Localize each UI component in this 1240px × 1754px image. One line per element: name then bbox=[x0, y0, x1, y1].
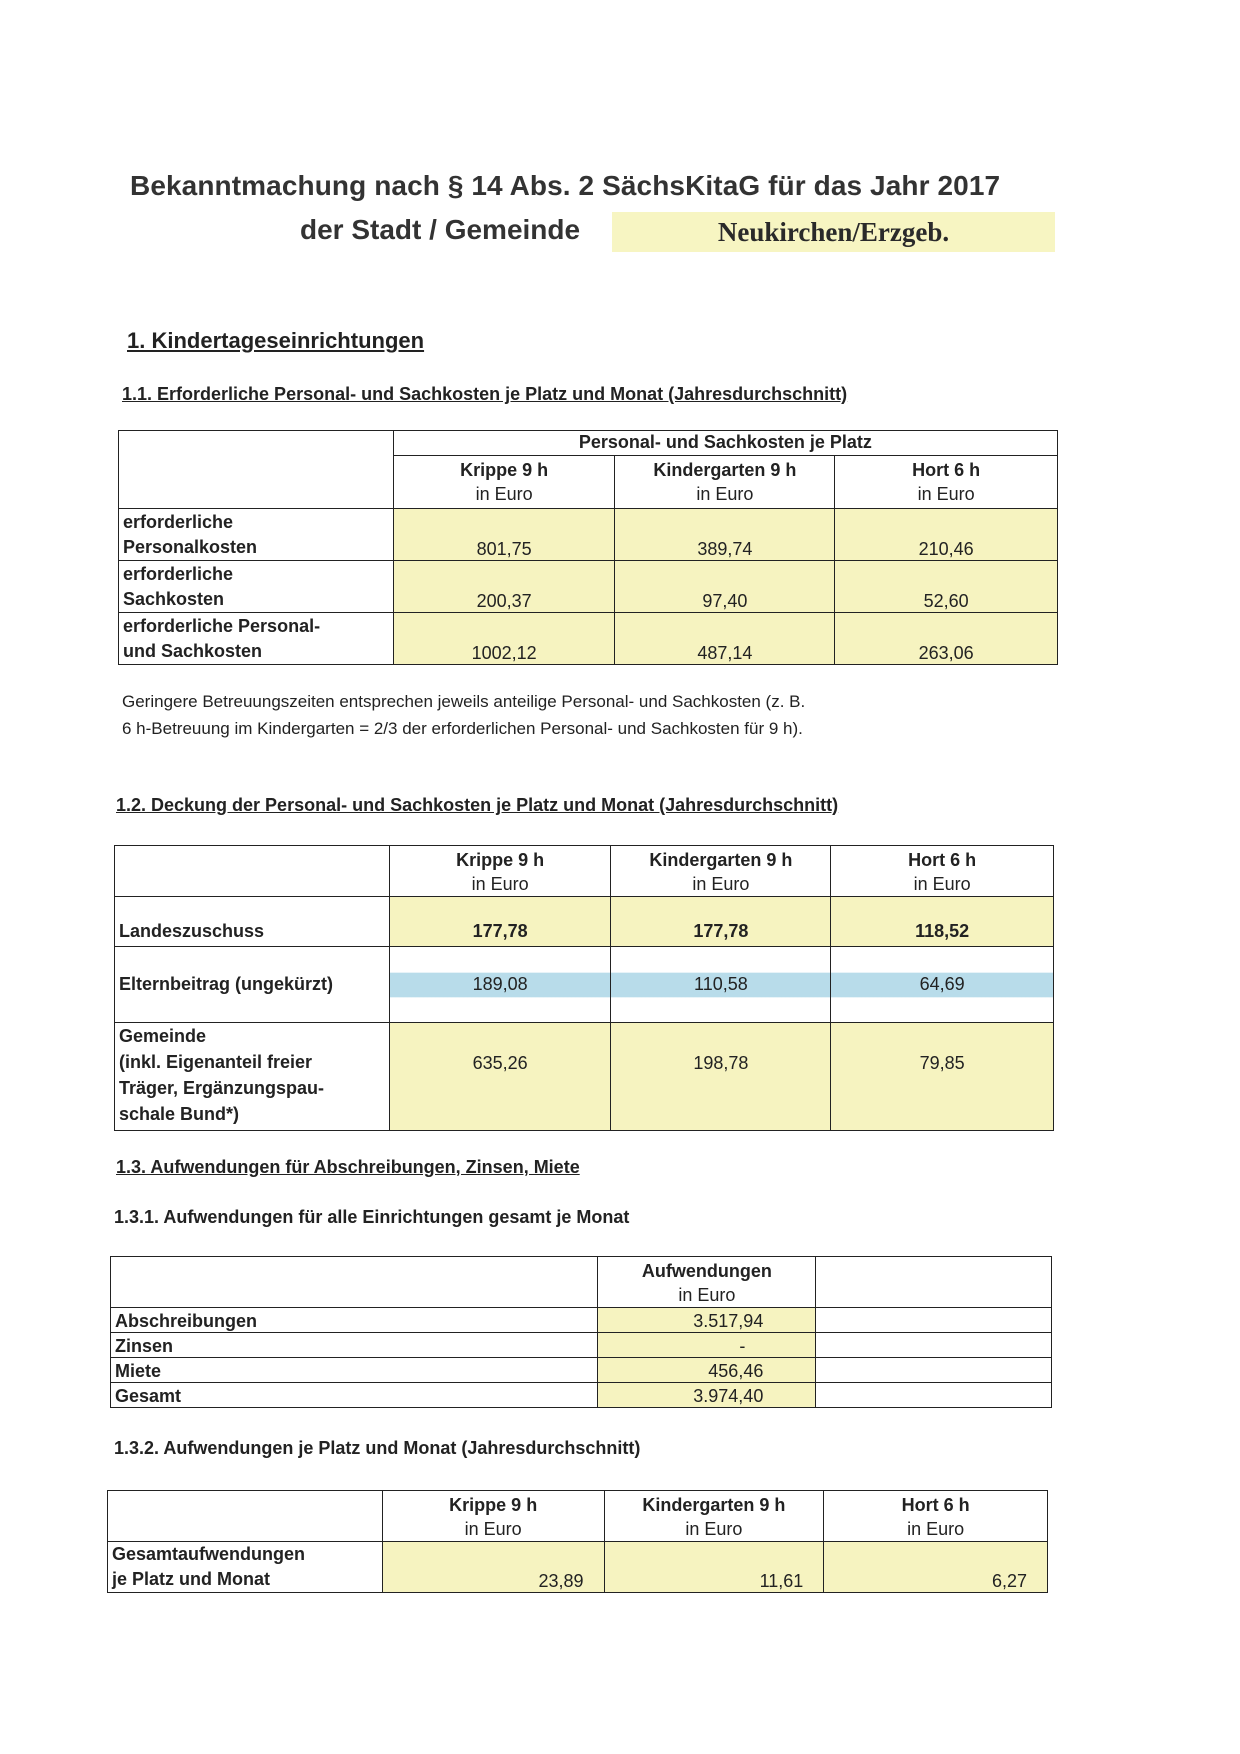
column-header-hort: Hort 6 h in Euro bbox=[824, 1491, 1048, 1542]
empty-cell bbox=[816, 1358, 1052, 1383]
table-row bbox=[119, 561, 1058, 613]
table-row bbox=[111, 1333, 1052, 1358]
group-header: Personal- und Sachkosten je Platz bbox=[393, 431, 1057, 456]
corner-cell bbox=[115, 846, 390, 897]
row-label: Gesamtaufwendungen je Platz und Monat bbox=[108, 1542, 383, 1593]
table-row bbox=[111, 1308, 1052, 1333]
table-row bbox=[115, 897, 1054, 947]
table-row bbox=[115, 947, 1054, 1023]
row-label: Gemeinde (inkl. Eigenanteil freier Träger, Ergänzungspau- schale Bund*) bbox=[115, 1023, 390, 1131]
value-cell: 23,89 bbox=[382, 1542, 604, 1593]
personnel-material-costs-table bbox=[118, 430, 1058, 665]
row-label: Gesamt bbox=[111, 1383, 598, 1408]
value-cell: 64,69 bbox=[831, 947, 1054, 1023]
value-cell: 200,37 bbox=[393, 561, 615, 613]
value-cell: 52,60 bbox=[835, 561, 1058, 613]
value-cell: 801,75 bbox=[393, 509, 615, 561]
row-label: Abschreibungen bbox=[111, 1308, 598, 1333]
section-1-3-2-heading: 1.3.2. Aufwendungen je Platz und Monat (Jahresdurchschnitt) bbox=[114, 1438, 641, 1458]
section-1-2-heading: 1.2. Deckung der Personal- und Sachkosten je Platz und Monat (Jahresdurchschnitt) bbox=[116, 795, 839, 815]
value-cell: 11,61 bbox=[604, 1542, 824, 1593]
row-label: erforderliche Personalkosten bbox=[119, 509, 394, 561]
value-cell: 210,46 bbox=[835, 509, 1058, 561]
row-label: Landeszuschuss bbox=[115, 897, 390, 947]
column-header-kindergarten: Kindergarten 9 h in Euro bbox=[615, 456, 835, 509]
value-cell: 3.974,40 bbox=[598, 1383, 816, 1408]
row-label: Zinsen bbox=[111, 1333, 598, 1358]
row-label: Elternbeitrag (ungekürzt) bbox=[115, 947, 390, 1023]
table-row bbox=[111, 1358, 1052, 1383]
table-row bbox=[108, 1542, 1048, 1593]
column-header-krippe: Krippe 9 h in Euro bbox=[382, 1491, 604, 1542]
column-header-expenses: Aufwendungen in Euro bbox=[598, 1257, 816, 1308]
value-cell: 263,06 bbox=[835, 613, 1058, 665]
empty-column-header bbox=[816, 1257, 1052, 1308]
empty-cell bbox=[816, 1383, 1052, 1408]
corner-cell bbox=[108, 1491, 383, 1542]
value-cell: 79,85 bbox=[831, 1023, 1054, 1131]
expenses-per-place-table bbox=[107, 1490, 1048, 1593]
row-label: erforderliche Sachkosten bbox=[119, 561, 394, 613]
total-expenses-table bbox=[110, 1256, 1052, 1408]
value-cell: 177,78 bbox=[611, 897, 831, 947]
table-row bbox=[119, 613, 1058, 665]
value-cell: 118,52 bbox=[831, 897, 1054, 947]
table-row bbox=[111, 1383, 1052, 1408]
column-header-kindergarten: Kindergarten 9 h in Euro bbox=[604, 1491, 824, 1542]
column-header-krippe: Krippe 9 h in Euro bbox=[393, 456, 615, 509]
column-header-hort: Hort 6 h in Euro bbox=[835, 456, 1058, 509]
row-label: erforderliche Personal- und Sachkosten bbox=[119, 613, 394, 665]
value-cell: 635,26 bbox=[389, 1023, 611, 1131]
value-cell: 6,27 bbox=[824, 1542, 1048, 1593]
value-cell: 487,14 bbox=[615, 613, 835, 665]
value-cell: 177,78 bbox=[389, 897, 611, 947]
value-cell: 1002,12 bbox=[393, 613, 615, 665]
value-cell: 110,58 bbox=[611, 947, 831, 1023]
value-cell: 456,46 bbox=[598, 1358, 816, 1383]
empty-cell bbox=[816, 1308, 1052, 1333]
corner-cell bbox=[119, 431, 394, 509]
municipality-name: Neukirchen/Erzgeb. bbox=[612, 212, 1055, 252]
value-cell: 3.517,94 bbox=[598, 1308, 816, 1333]
row-label: Miete bbox=[111, 1358, 598, 1383]
section-1-heading: 1. Kindertageseinrichtungen bbox=[127, 328, 425, 353]
cost-note: Geringere Betreuungszeiten entsprechen jeweils anteilige Personal- und Sachkosten (z. B. 6 h-Betreuung im Kindergarten = 2/3 der erforderlichen Personal- und Sachkosten für 9 h). bbox=[122, 692, 806, 738]
column-header-kindergarten: Kindergarten 9 h in Euro bbox=[611, 846, 831, 897]
value-cell: - bbox=[598, 1333, 816, 1358]
section-1-1-heading: 1.1. Erforderliche Personal- und Sachkosten je Platz und Monat (Jahresdurchschnitt) bbox=[122, 384, 848, 404]
table-row bbox=[115, 1023, 1054, 1131]
corner-cell bbox=[111, 1257, 598, 1308]
empty-cell bbox=[816, 1333, 1052, 1358]
title-municipality-prefix: der Stadt / Gemeinde bbox=[300, 214, 581, 245]
value-cell: 189,08 bbox=[389, 947, 611, 1023]
table-row bbox=[119, 509, 1058, 561]
section-1-3-heading: 1.3. Aufwendungen für Abschreibungen, Zinsen, Miete bbox=[116, 1157, 580, 1177]
document-title: Bekanntmachung nach § 14 Abs. 2 SächsKitaG für das Jahr 2017 bbox=[130, 170, 1001, 201]
value-cell: 389,74 bbox=[615, 509, 835, 561]
value-cell: 198,78 bbox=[611, 1023, 831, 1131]
value-cell: 97,40 bbox=[615, 561, 835, 613]
section-1-3-1-heading: 1.3.1. Aufwendungen für alle Einrichtungen gesamt je Monat bbox=[114, 1207, 630, 1227]
column-header-hort: Hort 6 h in Euro bbox=[831, 846, 1054, 897]
cost-coverage-table bbox=[114, 845, 1054, 1131]
column-header-krippe: Krippe 9 h in Euro bbox=[389, 846, 611, 897]
